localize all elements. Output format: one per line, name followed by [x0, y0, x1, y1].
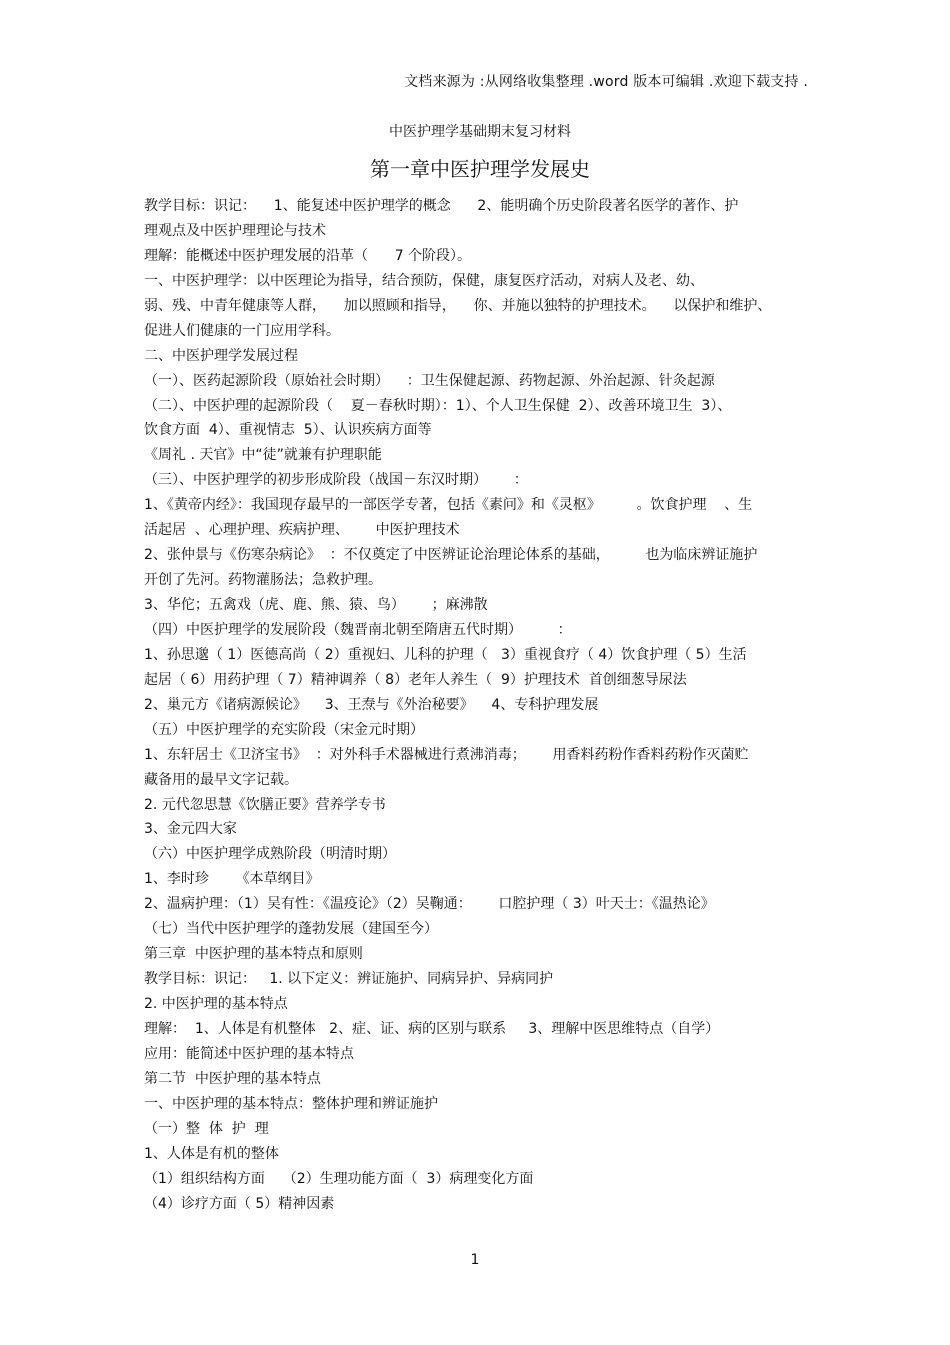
text-line: 活起居 、心理护理、疾病护理、 中医护理技术 [144, 522, 460, 539]
text-line: （二）、中医护理的起源阶段（ 夏－春秋时期）：1）、个人卫生保健 2）、改善环境卫生 3）、 [144, 397, 732, 414]
text-line: 1、李时珍 《本草纲目》 [144, 871, 320, 888]
text-line: 第二节 中医护理的基本特点 [144, 1070, 321, 1087]
text-line: 1、东轩居士《卫济宝书》 ：对外科手术器械进行煮沸消毒； 用香料药粉作香料药粉作灭菌贮 [144, 746, 749, 763]
text-line: 理解： 1、人体是有机整体 2、症、证、病的区别与联系 3、理解中医思维特点（自学） [144, 1020, 720, 1037]
text-line: 1、人体是有机的整体 [144, 1145, 279, 1162]
text-line: 3、华佗；五禽戏（虎、鹿、熊、猿、鸟） ；麻沸散 [144, 597, 488, 613]
text-line: 促进人们健康的一门应用学科。 [144, 322, 340, 339]
text-line: 起居（ 6）用药护理（ 7）精神调养（ 8）老年人养生（ 9）护理技术 首创细葱导尿法 [144, 671, 687, 688]
text-line: 3、金元四大家 [144, 821, 237, 838]
text-line: （1）组织结构方面 （2）生理功能方面（ 3）病理变化方面 [144, 1170, 534, 1187]
text-line: 2、温病护理：（1）吴有性：《温疫论》（2）吴鞠通： 口腔护理（ 3）叶天士：《温热论》 [144, 896, 715, 913]
text-line: 饮食方面 4）、重视情志 5）、认识疾病方面等 [144, 422, 432, 439]
text-line: 2、巢元方《诸病源候论》 3、王焘与《外治秘要》 4、专科护理发展 [144, 696, 599, 713]
text-line: （三）、中医护理学的初步形成阶段（战国－东汉时期） ： [144, 472, 528, 489]
text-line: 二、中医护理学发展过程 [144, 347, 298, 364]
header-source-note: 文档来源为 :从网络收集整理 .word 版本可编辑 .欢迎下载支持 . [404, 74, 808, 90]
text-line: （四）中医护理学的发展阶段（魏晋南北朝至隋唐五代时期） ： [144, 621, 572, 638]
text-line: 2. 元代忽思慧《饮膳正要》营养学专书 [144, 796, 386, 813]
text-line: 一、中医护理学：以中医理论为指导，结合预防，保健，康复医疗活动，对病人及老、幼、 [144, 272, 704, 289]
text-line: 1、孙思邈（ 1）医德高尚（ 2）重视妇、儿科的护理（ 3）重视食疗（ 4）饮食护理（ 5）生活 [144, 646, 747, 663]
text-line: （一）整 体 护 理 [144, 1120, 269, 1137]
text-line: 开创了先河。药物灌肠法；急救护理。 [144, 572, 382, 589]
text-line: 弱、残、中青年健康等人群， 加以照顾和指导， 你、并施以独特的护理技术。 以保护和维护、 [144, 297, 772, 314]
text-line: （一）、医药起源阶段（原始社会时期） ：卫生保健起源、药物起源、外治起源、针灸起源 [144, 372, 715, 389]
text-line: （七）当代中医护理学的蓬勃发展（建国至今） [144, 921, 438, 938]
text-line: 理观点及中医护理理论与技术 [144, 222, 326, 239]
text-line: 教学目标：识记： 1. 以下定义：辨证施护、同病异护、异病同护 [144, 971, 554, 988]
text-line: 2、张仲景与《伤寒杂病论》 ：不仅奠定了中医辨证论治理论体系的基础， 也为临床辨证施护 [144, 547, 758, 564]
text-line: 《周礼 . 天官》中“徒”就兼有护理职能 [144, 447, 382, 464]
text-line: （4）诊疗方面（ 5）精神因素 [144, 1195, 335, 1212]
text-line: （六）中医护理学成熟阶段（明清时期） [144, 846, 396, 863]
text-line: 藏备用的最早文字记载。 [144, 771, 298, 788]
text-line: （五）中医护理学的充实阶段（宋金元时期） [144, 721, 424, 738]
document-body [144, 194, 814, 1216]
text-line: 第三章 中医护理的基本特点和原则 [144, 946, 363, 963]
text-line: 2. 中医护理的基本特点 [144, 996, 288, 1012]
text-line: 教学目标：识记： 1、能复述中医护理学的概念 2、能明确个历史阶段著名医学的著作、护 [144, 198, 739, 214]
page-number: 1 [470, 1252, 480, 1268]
document-subtitle: 中医护理学基础期末复习材料 [389, 124, 571, 140]
text-line: 理解：能概述中医护理发展的沿革（ 7 个阶段）。 [144, 247, 472, 264]
text-line: 一、中医护理的基本特点：整体护理和辨证施护 [144, 1095, 438, 1112]
chapter-title: 第一章中医护理学发展史 [370, 157, 590, 181]
text-line: 应用：能简述中医护理的基本特点 [144, 1045, 354, 1062]
text-line: 1、《黄帝内经》：我国现存最早的一部医学专著，包括《素问》和《灵枢》 。饮食护理 、生 [144, 497, 753, 514]
